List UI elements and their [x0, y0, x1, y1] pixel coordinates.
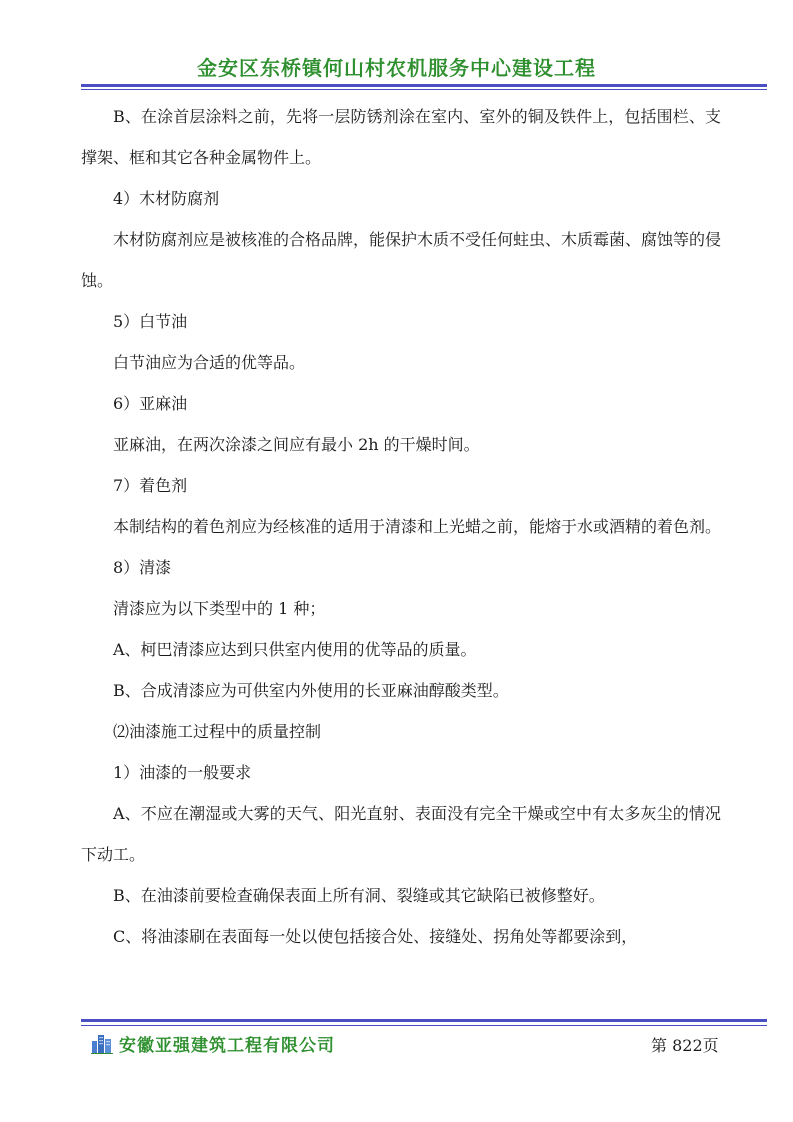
page-number: 第 822页 [651, 1036, 719, 1055]
building-logo-icon [91, 1032, 113, 1054]
paragraph: 1）油漆的一般要求 [113, 763, 252, 782]
paragraph: 8）清漆 [113, 558, 172, 577]
header-rule-thick [81, 84, 767, 87]
paragraph: 亚麻油，在两次涂漆之间应有最小 2h 的干燥时间。 [113, 435, 480, 454]
paragraph: B、在油漆前要检查确保表面上所有洞、裂缝或其它缺陷已被修整好。 [113, 886, 605, 905]
paragraph: B、合成清漆应为可供室内外使用的长亚麻油醇酸类型。 [113, 681, 509, 700]
paragraph: 7）着色剂 [113, 476, 188, 495]
paragraph: A、不应在潮湿或大雾的天气、阳光直射、表面没有完全干燥或空中有太多灰尘的情况下动工。 [81, 804, 721, 864]
header-title: 金安区东桥镇何山村农机服务中心建设工程 [197, 56, 596, 80]
paragraph: A、柯巴清漆应达到只供室内使用的优等品的质量。 [113, 640, 477, 659]
paragraph: ⑵油漆施工过程中的质量控制 [113, 722, 322, 741]
header-rule-thin [81, 89, 767, 90]
paragraph: 白节油应为合适的优等品。 [113, 353, 306, 372]
document-body [81, 96, 721, 957]
paragraph: C、将油漆刷在表面每一处以使包括接合处、接缝处、拐角处等都要涂到， [113, 927, 638, 946]
paragraph: 木材防腐剂应是被核准的合格品牌，能保护木质不受任何蛀虫、木质霉菌、腐蚀等的侵蚀。 [81, 230, 722, 290]
paragraph: 6）亚麻油 [113, 394, 188, 413]
paragraph: 清漆应为以下类型中的 1 种； [113, 599, 326, 618]
paragraph: 本制结构的着色剂应为经核准的适用于清漆和上光蜡之前，能熔于水或酒精的着色剂。 [113, 517, 722, 536]
footer-company [91, 1030, 335, 1056]
footer-rule-thick [81, 1019, 767, 1022]
footer-rule-thin [81, 1025, 767, 1026]
paragraph: 4）木材防腐剂 [113, 189, 220, 208]
paragraph: B、在涂首层涂料之前，先将一层防锈剂涂在室内、室外的铜及铁件上，包括围栏、支撑架、框和其它各种金属物件上。 [81, 107, 721, 167]
company-name: 安徽亚强建筑工程有限公司 [119, 1035, 335, 1056]
paragraph: 5）白节油 [113, 312, 188, 331]
